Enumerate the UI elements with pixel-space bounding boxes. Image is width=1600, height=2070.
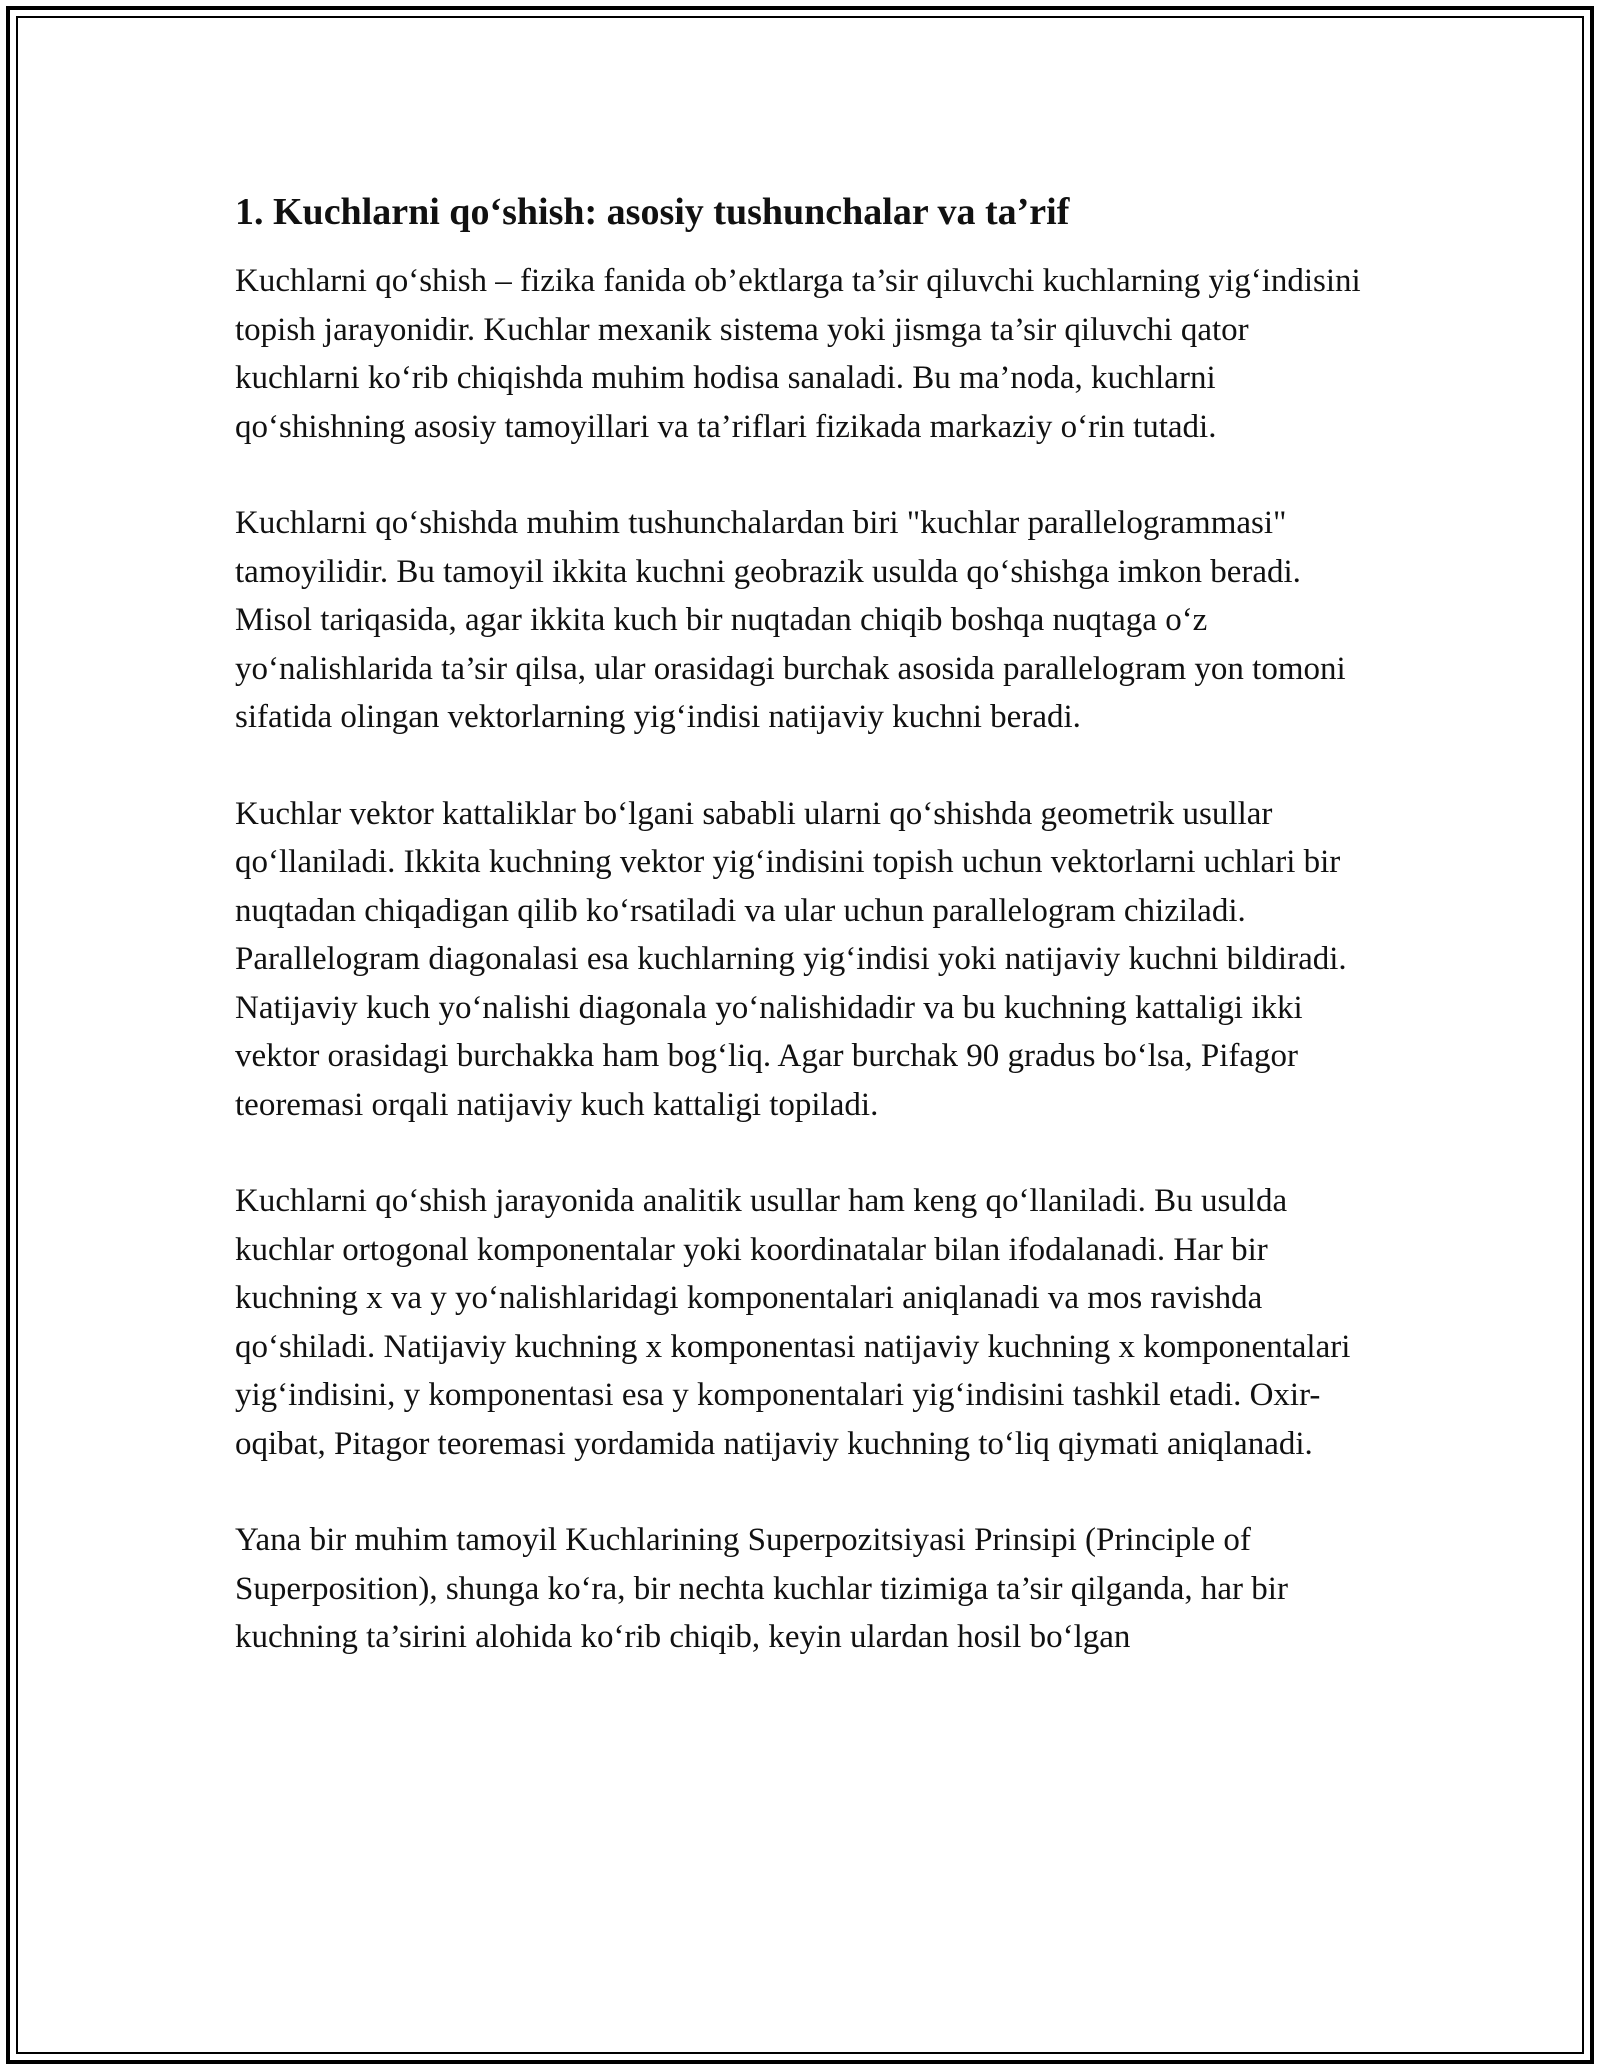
paragraph-1: Kuchlarni qo‘shish – fizika fanida ob’ektlarga ta’sir qiluvchi kuchlarning yig‘indisini topish jarayonidir. Kuchlar mexanik sistema yoki jismga ta’sir qiluvchi qator kuchlarni ko‘rib chiqishda muhim hodisa sanaladi. Bu ma’noda, kuchlarni qo‘shishning asosiy tamoyillari va ta’riflari fizikada markaziy o‘rin tutadi. [235,263,1361,445]
document-body [235,185,1375,1710]
paragraph-2: Kuchlarni qo‘shishda muhim tushunchalardan biri "kuchlar parallelogrammasi" tamoyilidir. Bu tamoyil ikkita kuchni geobrazik usulda qo‘shishga imkon beradi. Misol tariqasida, agar ikkita kuch bir nuqtadan chiqib boshqa nuqtaga o‘z yo‘nalishlarida ta’sir qilsa, ular orasidagi burchak asosida parallelogram yon tomoni sifatida olingan vektorlarning yig‘indisi natijaviy kuchni beradi. [235,505,1346,735]
paragraph-3: Kuchlar vektor kattaliklar bo‘lgani sababli ularni qo‘shishda geometrik usullar qo‘llaniladi. Ikkita kuchning vektor yig‘indisini topish uchun vektorlarni uchlari bir nuqtadan chiqadigan qilib ko‘rsatiladi va ular uchun parallelogram chiziladi. Parallelogram diagonalasi esa kuchlarning yig‘indisi yoki natijaviy kuchni bildiradi. Natijaviy kuch yo‘nalishi diagonala yo‘nalishidadir va bu kuchning kattaligi ikki vektor orasidagi burchakka ham bog‘liq. Agar burchak 90 gradus bo‘lsa, Pifagor teoremasi orqali natijaviy kuch kattaligi topiladi. [235,795,1347,1123]
paragraph-4: Kuchlarni qo‘shish jarayonida analitik usullar ham keng qo‘llaniladi. Bu usulda kuchlar ortogonal komponentalar yoki koordinatalar bilan ifodalanadi. Har bir kuchning x va y yo‘nalishlaridagi komponentalari aniqlanadi va mos ravishda qo‘shiladi. Natijaviy kuchning x komponentasi natijaviy kuchning x komponentalari yig‘indisini, y komponentasi esa y komponentalari yig‘indisini tashkil etadi. Oxir-oqibat, Pitagor teoremasi yordamida natijaviy kuchning to‘liq qiymati aniqlanadi. [235,1183,1351,1462]
paragraph-5: Yana bir muhim tamoyil Kuchlarining Superpozitsiyasi Prinsipi (Principle of Superposition), shunga ko‘ra, bir nechta kuchlar tizimiga ta’sir qilganda, har bir kuchning ta’sirini alohida ko‘rib chiqib, keyin ulardan hosil bo‘lgan [235,1522,1288,1655]
section-heading: 1. Kuchlarni qo‘shish: asosiy tushunchalar va ta’rif [235,191,1070,233]
